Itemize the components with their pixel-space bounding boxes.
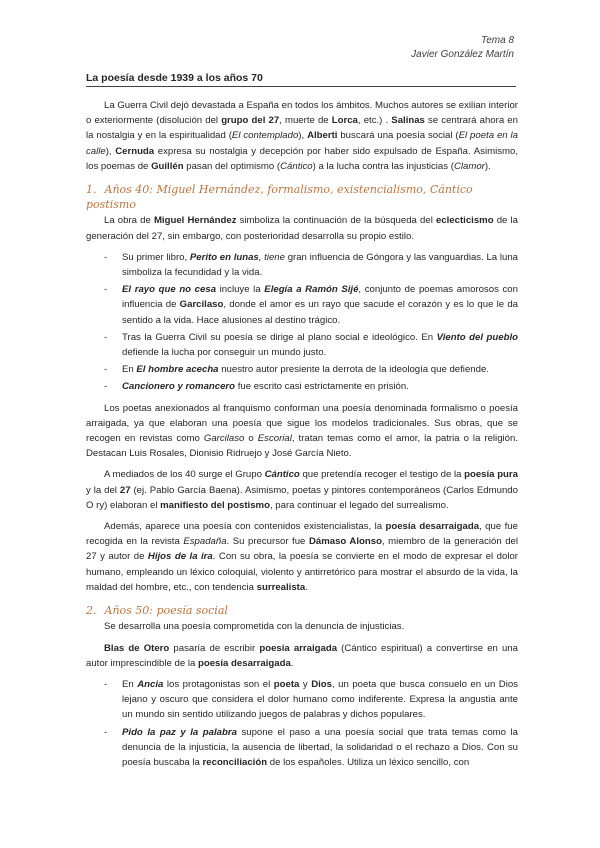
header-topic: Tema 8 — [481, 35, 514, 46]
document-title: La poesía desde 1939 a los años 70 — [86, 72, 516, 87]
s1-bullet-list — [86, 250, 518, 395]
list-item: - Pido la paz y la palabra supone el paso a una poesía social que trata temas como la denuncia de la injusticia, la ausencia de libertad, la solidaridad o el rechazo a Dios. Con su poesía buscaba la reconciliación de los españoles. Utiliza un léxico sencillo, con — [86, 725, 518, 771]
list-item: - En El hombre acecha nuestro autor presiente la derrota de la ideología que defiende. — [86, 362, 518, 377]
list-item: - En Ancia los protagonistas son el poeta y Dios, un poeta que busca consuelo en un Dios lejano y oscuro que considera el dolor humano como indiferente. Expresa la angustia ante un mundo sin sentido utilizando juegos de palabras y dichos populares. — [86, 677, 518, 723]
list-item: - Su primer libro, Perito en lunas, tiene gran influencia de Góngora y las vanguardias. La luna simboliza la fecundidad y la vida. — [86, 250, 518, 280]
s2-paragraph-2: Blas de Otero pasaría de escribir poesía arraigada (Cántico espiritual) a convertirse en una autor imprescindible de la poesía desarraigada. — [86, 642, 518, 669]
intro-paragraph: La Guerra Civil dejó devastada a España en todos los ámbitos. Muchos autores se exilian interior o exteriormente (disolución del grupo del 27, muerte de Lorca, etc.) . Salinas se centrará ahora en la nostalgia y en la espiritualidad (El contemplado), Alberti buscará una poesía social (El poeta en la calle), Cernuda expresa su nostalgia y decepción por haber sido expulsado de España. Asimismo, los poemas de Guillén pasan del optimismo (Cántico) a la lucha contra las injusticias (Clamor). — [86, 100, 519, 172]
s2-bullet-list — [86, 677, 518, 770]
document-body — [86, 98, 518, 776]
header-author: Javier González Martín — [411, 49, 514, 60]
list-item: - Tras la Guerra Civil su poesía se dirige al plano social e ideológico. En Viento del pueblo defiende la lucha por conseguir un mundo justo. — [86, 330, 518, 360]
s1-paragraph-1: La obra de Miguel Hernández simboliza la continuación de la búsqueda del eclecticismo de la generación del 27, sin embargo, con posterioridad desarrolla su propio estilo. — [86, 215, 518, 242]
s2-paragraph-1: Se desarrolla una poesía comprometida con la denuncia de injusticias. — [104, 621, 405, 633]
section-2-heading: 2. Años 50: poesía social — [86, 604, 228, 618]
s1-paragraph-4: Además, aparece una poesía con contenidos existencialistas, la poesía desarraigada, que fue recogida en la revista Espadaña. Su precursor fue Dámaso Alonso, miembro de la generación del 27 y autor de Hijos de la ira. Con su obra, la poesía se convierte en el modo de expresar el dolor humano, empleando un léxico coloquial, violento y antirretórico para mostrar el absurdo de la vida, la maldad del hombre, etc., con tendencia surrealista. — [86, 521, 518, 593]
section-1-heading: 1. Años 40: Miguel Hernández, formalismo, existencialismo, Cántico postismo — [86, 183, 473, 212]
s1-paragraph-2: Los poetas anexionados al franquismo conforman una poesía denominada formalismo o poesía arraigada, ya que elaboran una poesía que sigue los modelos tradicionales. Sus obras, que se recogen en revistas como Garcilaso o Escorial, tratan temas como el amor, la patria o la religión. Destacan Luis Rosales, Dionisio Ridruejo y José García Nieto. — [86, 402, 518, 460]
s1-paragraph-3: A mediados de los 40 surge el Grupo Cántico que pretendía recoger el testigo de la poesía pura y la del 27 (ej. Pablo García Baena). Asimismo, poetas y pintores contemporáneos (Carlos Edmundo O ry) elaboran el manifiesto del postismo, para continuar el legado del surrealismo. — [86, 469, 518, 511]
page-header — [411, 34, 514, 62]
list-item: - Cancionero y romancero fue escrito casi estrictamente en prisión. — [86, 379, 518, 394]
list-item: - El rayo que no cesa incluye la Elegía a Ramón Sijé, conjunto de poemas amorosos con influencia de Garcilaso, donde el amor es un rayo que sacude el corazón y es lo que le da sentido a la vida. Hace alusiones al destino trágico. — [86, 282, 518, 328]
